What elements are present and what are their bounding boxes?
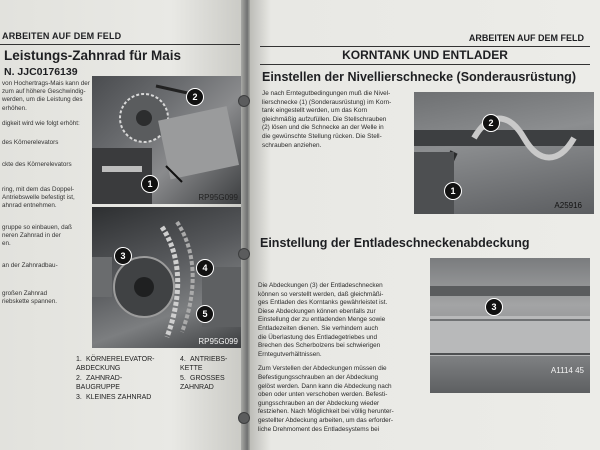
left-text-block-7 [2,262,90,270]
binding-hole [238,412,250,424]
left-text-block-2 [2,120,90,128]
heading-unloading-auger-cover: Einstellung der Entladeschneckenabdeckung [260,236,530,250]
left-page [0,0,245,450]
legend-item: 3. KLEINES ZAHNRAD [76,394,152,402]
auger-illustration [414,92,594,214]
left-text-line: großen Zahnrad [2,290,48,297]
leveling-auger-photo [414,92,594,214]
left-text-block-8 [2,290,90,306]
left-text-line: ckte des Körnerelevators [2,161,72,168]
binding-hole [238,95,250,107]
photo-bottom-code: RP95G099 [198,337,238,346]
callout-1: 1 [141,175,159,193]
legend-item: 5. GROSSES ZAHNRAD [180,375,225,391]
left-text-line: gruppe so einbauen, daß [2,224,73,231]
left-header-text: ARBEITEN AUF DEM FELD [2,31,122,41]
paragraph-leveling-auger: Je nach Erntegutbedingungen muß die Nivel- lierschnecke (1) (Sonderausrüstung) im Korn- tank eingestellt werden, um das Korn gleichmäßig aufzufüllen. Die Stellschrauben (2) lösen und die Schnecke an der Welle in die gewünschte Stellung rücken. Die Stell- schrauben anziehen. [262,90,392,149]
photo2-code: A1114 45 [550,366,584,375]
legend-item: 4. ANTRIEBS-KETTE [180,356,228,372]
legend-item: 2. ZAHNRAD-BAUGRUPPE [76,375,123,391]
left-text-line: erhöhen. [2,104,27,112]
left-text-block-6 [2,224,90,249]
legend-item: 1. KÖRNERELEVATOR-ABDECKUNG [76,356,155,372]
left-text-line: an der Zahnradbau- [2,262,58,269]
left-text-line: riebskette spannen. [2,298,57,306]
left-section-title: Leistungs-Zahnrad für Mais [4,48,182,63]
callout-3: 3 [114,247,132,265]
section-heading: KORNTANK UND ENTLADER [260,47,590,65]
callout-3-right: 3 [485,298,503,316]
callout-2-top: 2 [186,88,204,106]
left-text-line: zum auf höhere Geschwindig- [2,88,86,96]
callout-1-right: 1 [444,182,462,200]
callout-4: 4 [196,259,214,277]
left-text-block-4 [2,161,90,169]
left-serial-number: N. JJC0176139 [4,66,78,78]
photo1-code: A25916 [554,201,582,210]
figure-legend-col2 [180,356,240,392]
left-page-header [0,30,240,45]
callout-5: 5 [196,305,214,323]
left-text-line: en. [2,240,11,248]
left-text-block-1 [2,80,90,113]
left-text-line: ahnrad entnehmen. [2,202,57,210]
left-text-line: von Hochertrags-Mais kann der [2,80,90,87]
gear-assembly-photo-top [92,76,242,204]
gear-assembly-photo-bottom [92,207,242,348]
left-text-line: Antriebswelle befestigt ist, [2,194,75,202]
left-text-line: des Körnerelevators [2,139,59,146]
left-text-line: digkeit wird wie folgt erhöht: [2,120,80,127]
paragraph-unloading-auger-cover: Die Abdeckungen (3) der Entladeschnecken können so verstellt werden, daß gleichmäßi- ges Entladen des Korntanks gewährleistet ist. Diese Abdeckungen können ebenfalls zur Einstellung der zu entladenden Menge sowie Entladezeiten dienen. Sie verhindern auch die Überlastung des Entladegetriebes und Brechen des Scherbolzens bei schwierigen Erntegutverhältnissen. Zum Verstellen der Abdeckungen müssen die Befestigungsschrauben an der Abdeckung gelöst werden. Dann kann die Abdeckung nach oben oder unten verschoben werden. Befesti- gungsschrauben an der Abdeckung wieder festziehen. Nach Möglichkeit bei völlig herunter- gestellter Abdeckung arbeiten, um das erforder- liche Drehmoment des Entladesystems bei [258,282,394,433]
left-text-line: ring, mit dem das Doppel- [2,186,75,193]
callout-2-right: 2 [482,114,500,132]
binding-hole [238,248,250,260]
photo-top-code: RP95G099 [198,193,238,202]
unloading-auger-cover-photo [430,258,590,393]
figure-legend-col1 [76,356,156,403]
gear-assembly-illustration [92,76,242,204]
right-header-text: ARBEITEN AUF DEM FELD [468,33,584,43]
right-page [250,0,600,450]
left-text-line: werden, um die Leistung des [2,96,83,104]
left-text-line: neren Zahnrad in der [2,232,61,240]
chain-drive-illustration [92,207,242,348]
right-page-header [260,30,590,47]
left-text-block-3 [2,139,90,147]
heading-leveling-auger: Einstellen der Nivellierschnecke (Sonderausrüstung) [262,70,576,84]
left-text-block-5 [2,186,90,211]
